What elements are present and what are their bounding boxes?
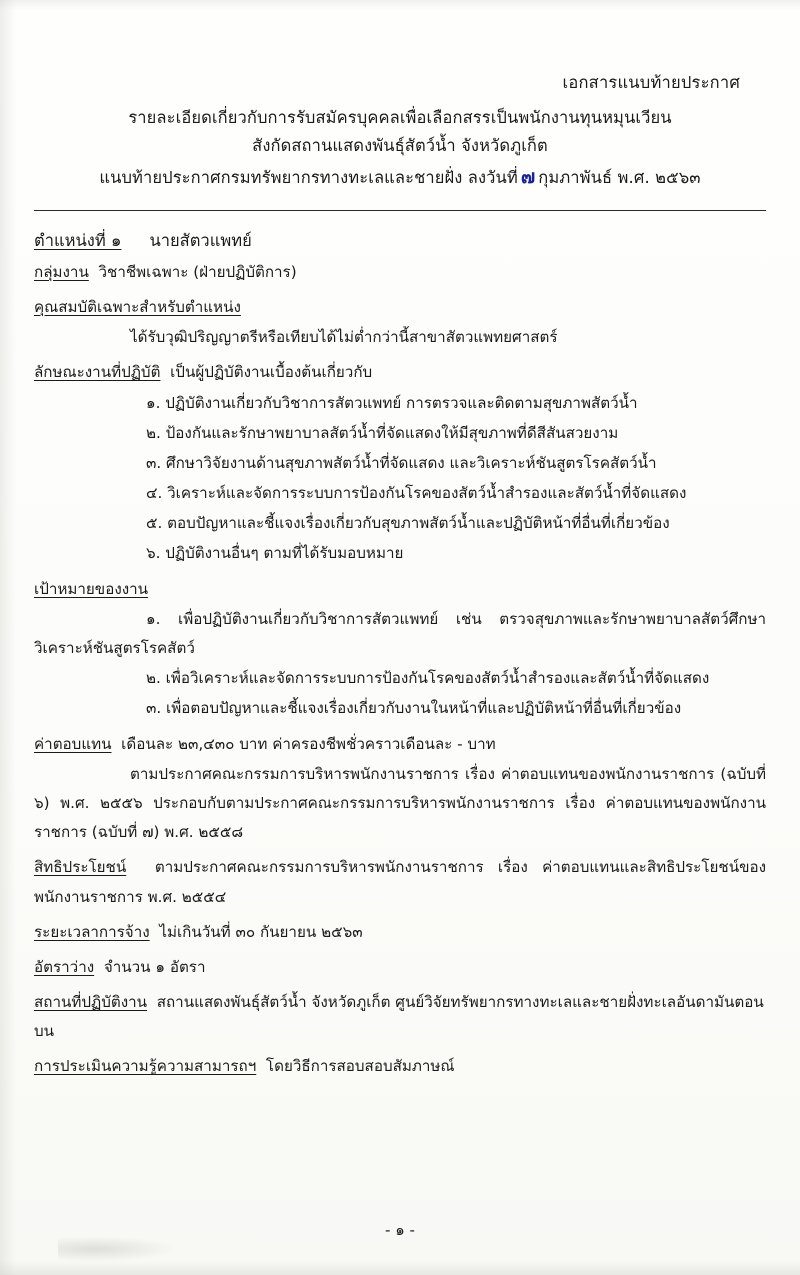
goals-item: ๒. เพื่อวิเคราะห์และจัดการระบบการป้องกันโรคของสัตว์น้ำสำรองและสัตว์น้ำที่จัดแสดง bbox=[146, 669, 710, 688]
position-title-row bbox=[34, 225, 766, 257]
header-line-2: สังกัดสถานแสดงพันธุ์สัตว์น้ำ จังหวัดภูเก็ต bbox=[252, 136, 548, 156]
duties-item: ๖. ปฏิบัติงานอื่นๆ ตามที่ได้รับมอบหมาย bbox=[146, 544, 404, 563]
workplace-row bbox=[34, 988, 766, 1046]
qualification-label: คุณสมบัติเฉพาะสำหรับตำแหน่ง bbox=[34, 297, 241, 316]
position-title-name: นายสัตวแพทย์ bbox=[149, 231, 252, 251]
duties-item: ๑. ปฏิบัติงานเกี่ยวกับวิชาการสัตวแพทย์ การตรวจและติดตามสุขภาพสัตว์น้ำ bbox=[146, 393, 638, 412]
period-row bbox=[34, 918, 766, 947]
group-label: กลุ่มงาน bbox=[34, 262, 89, 281]
period-value: ไม่เกินวันที่ ๓๐ กันยายน ๒๕๖๓ bbox=[159, 922, 363, 941]
assessment-row bbox=[34, 1052, 766, 1081]
position-title-label: ตำแหน่งที่ ๑ bbox=[34, 231, 122, 251]
attachment-label: เอกสารแนบท้ายประกาศ bbox=[562, 73, 740, 92]
group-row bbox=[34, 258, 766, 287]
duties-label-row bbox=[34, 358, 766, 387]
workplace-value: สถานแสดงพันธุ์สัตว์น้ำ จังหวัดภูเก็ต ศูนย์วิจัยทรัพยากรทางทะเลและชายฝั่งทะเลอันดามันตอนบน bbox=[34, 993, 764, 1041]
duties-item: ๕. ตอบปัญหาและชี้แจงเรื่องเกี่ยวกับสุขภาพสัตว์น้ำและปฏิบัติหน้าที่อื่นที่เกี่ยวข้อง bbox=[146, 514, 670, 533]
duties-item: ๒. ป้องกันและรักษาพยาบาลสัตว์น้ำที่จัดแสดงให้มีสุขภาพที่ดีสีสันสวยงาม bbox=[146, 423, 619, 442]
vacancy-value: จำนวน ๑ อัตรา bbox=[103, 957, 206, 976]
salary-row bbox=[34, 730, 766, 759]
duties-label: ลักษณะงานที่ปฏิบัติ bbox=[34, 363, 161, 382]
benefits-label: สิทธิประโยชน์ bbox=[34, 858, 127, 877]
handwritten-date-day: ๗ bbox=[520, 165, 536, 188]
goals-label-row bbox=[34, 575, 766, 604]
goals-label: เป้าหมายของงาน bbox=[34, 579, 149, 598]
duties-item: ๓. ศึกษาวิจัยงานด้านสุขภาพสัตว์น้ำที่จัดแสดง และวิเคราะห์ชันสูตรโรคสัตว์น้ำ bbox=[146, 453, 657, 472]
assessment-label: การประเมินความรู้ความสามารถฯ bbox=[34, 1057, 257, 1076]
assessment-value: โดยวิธีการสอบสอบสัมภาษณ์ bbox=[265, 1057, 455, 1076]
benefits-text: ตามประกาศคณะกรรมการบริหารพนักงานราชการ เรื่อง ค่าตอบแทนและสิทธิประโยชน์ของพนักงานราชการ พ.ศ. ๒๕๕๔ bbox=[34, 858, 767, 906]
group-value: วิชาชีพเฉพาะ (ฝ่ายปฏิบัติการ) bbox=[98, 262, 297, 281]
vacancy-label: อัตราว่าง bbox=[34, 957, 95, 976]
salary-value: เดือนละ ๒๓,๔๓๐ บาท ค่าครองชีพชั่วคราวเดือนละ - บาท bbox=[121, 734, 496, 753]
workplace-label: สถานที่ปฏิบัติงาน bbox=[34, 993, 148, 1012]
page-number: - ๑ - bbox=[385, 1221, 415, 1239]
period-label: ระยะเวลาการจ้าง bbox=[34, 922, 150, 941]
document-header bbox=[34, 70, 766, 192]
goals-item: ๑. เพื่อปฏิบัติงานเกี่ยวกับวิชาการสัตวแพทย์ เช่น ตรวจสุขภาพและรักษาพยาบาลสัตว์ศึกษาวิเคราะห์ชันสูตรโรคสัตว์ bbox=[34, 609, 766, 658]
header-line-3 bbox=[34, 163, 766, 192]
salary-note: ตามประกาศคณะกรรมการบริหารพนักงานราชการ เรื่อง ค่าตอบแทนของพนักงานราชการ (ฉบับที่ ๖) พ.ศ. ๒๕๕๖ ประกอบกับตามประกาศคณะกรรมการบริหารพนักงานราชการ เรื่อง ค่าตอบแทนของพนักงานราชการ (ฉบับที่ ๗) พ.ศ. ๒๕๕๘ bbox=[34, 764, 766, 842]
vacancy-row bbox=[34, 953, 766, 982]
header-line-3-suffix: กุมภาพันธ์ พ.ศ. ๒๕๖๓ bbox=[538, 167, 701, 187]
header-divider bbox=[34, 210, 766, 211]
benefits-row bbox=[34, 853, 766, 911]
duties-item: ๔. วิเคราะห์และจัดการระบบการป้องกันโรคของสัตว์น้ำสำรองและสัตว์น้ำที่จัดแสดง bbox=[146, 484, 687, 503]
duties-intro: เป็นผู้ปฏิบัติงานเบื้องต้นเกี่ยวกับ bbox=[170, 363, 373, 382]
document-body bbox=[34, 225, 766, 1082]
header-line-3-prefix: แนบท้ายประกาศกรมทรัพยากรทางทะเลและชายฝั่ง ลงวันที่ bbox=[99, 167, 518, 187]
header-line-1: รายละเอียดเกี่ยวกับการรับสมัครบุคคลเพื่อเลือกสรรเป็นพนักงานทุนหมุนเวียน bbox=[128, 107, 672, 127]
qualification-text-row: ได้รับวุฒิปริญญาตรีหรือเทียบได้ไม่ต่ำกว่านี้สาขาสัตวแพทยศาสตร์ bbox=[130, 328, 558, 347]
qualification-label-row bbox=[34, 293, 766, 322]
goals-item: ๓. เพื่อตอบปัญหาและชี้แจงเรื่องเกี่ยวกับงานในหน้าที่และปฏิบัติหน้าที่อื่นที่เกี่ยวข้อง bbox=[146, 699, 682, 718]
salary-label: ค่าตอบแทน bbox=[34, 734, 112, 753]
